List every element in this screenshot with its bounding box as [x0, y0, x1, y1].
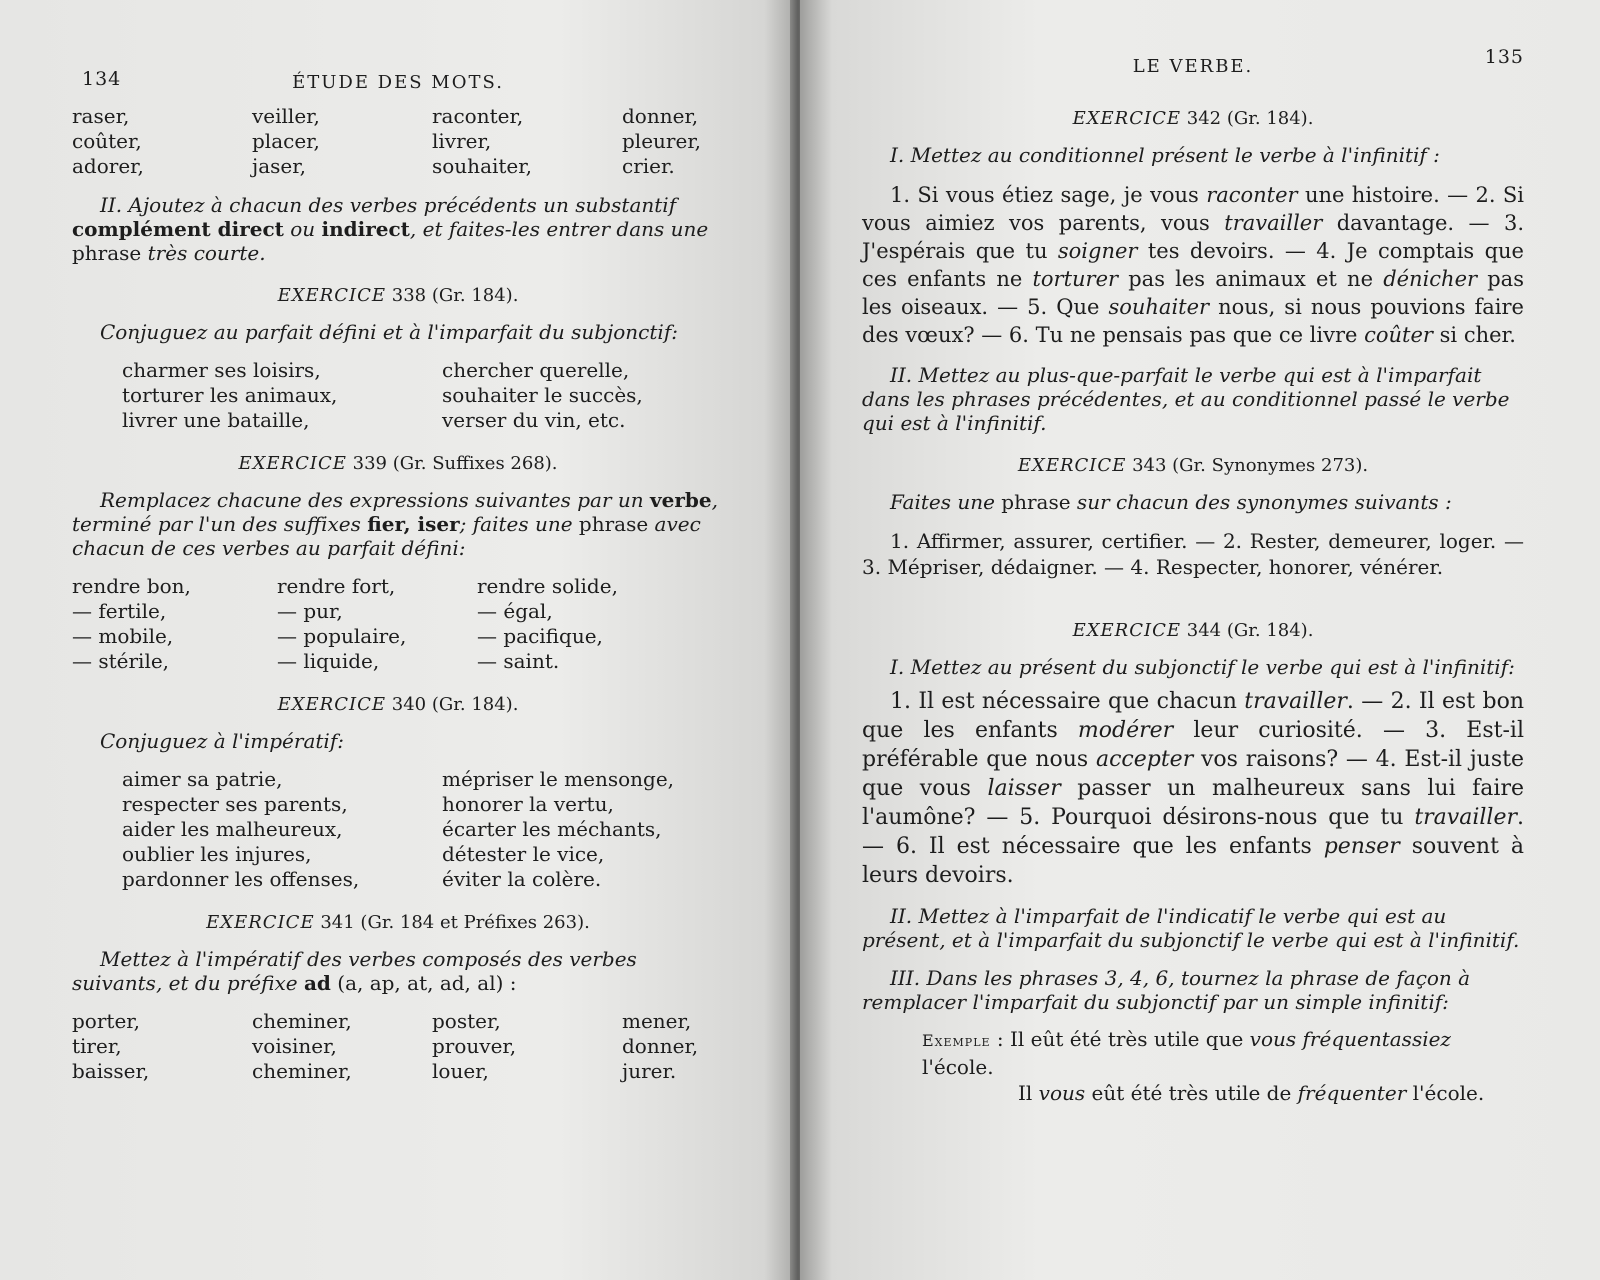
- list-item: livrer une bataille,: [122, 408, 310, 432]
- list-item: — égal,: [477, 599, 553, 623]
- list-item: coûter,: [72, 129, 142, 153]
- exercise-instruction: Faites une phrase sur chacun des synonymes suivants :: [890, 490, 1452, 514]
- list-item: — stérile,: [72, 649, 170, 673]
- exercise-heading-341: EXERCICE 341 (Gr. 184 et Préfixes 263).: [206, 912, 590, 933]
- running-title: ÉTUDE DES MOTS.: [292, 72, 504, 93]
- list-item: prouver,: [432, 1034, 517, 1058]
- list-item: — fertile,: [72, 599, 167, 623]
- list-item: cheminer,: [252, 1009, 352, 1033]
- list-item: rendre solide,: [477, 574, 618, 598]
- running-title: LE VERBE.: [1132, 56, 1254, 77]
- example-line: Exemple : Il eût été très utile que vous fréquentassiez l'école.: [922, 1027, 1451, 1079]
- list-item: jaser,: [252, 154, 306, 178]
- exercise-heading-339: EXERCICE 339 (Gr. Suffixes 268).: [238, 453, 558, 474]
- right-page-header: [862, 46, 1524, 88]
- list-item: torturer les animaux,: [122, 383, 338, 407]
- list-item: poster,: [432, 1009, 501, 1033]
- left-page: [0, 0, 796, 1280]
- list-item: placer,: [252, 129, 320, 153]
- exercise-instruction: I. Mettez au présent du subjonctif le verbe qui est à l'infinitif:: [890, 655, 1515, 679]
- exercise-list-338: [72, 358, 724, 433]
- example-line: Il vous eût été très utile de fréquenter l'école.: [1018, 1081, 1485, 1105]
- list-item: donner,: [622, 104, 699, 128]
- list-item: jurer.: [622, 1059, 677, 1083]
- exercise-list-340: [72, 767, 724, 892]
- list-item: pardonner les offenses,: [122, 867, 360, 891]
- list-item: écarter les méchants,: [442, 817, 662, 841]
- list-item: respecter ses parents,: [122, 792, 348, 816]
- instruction-ii: II. Ajoutez à chacun des verbes précédents un substantif complément direct ou indirect, et faites-les entrer dans une phrase très courte.: [72, 193, 709, 265]
- list-item: donner,: [622, 1034, 699, 1058]
- list-item: raconter,: [432, 104, 524, 128]
- exercise-text-343: 1. Affirmer, assurer, certifier. — 2. Rester, demeurer, loger. — 3. Mépriser, dédaigner. — 4. Respecter, honorer, vénérer.: [862, 529, 1524, 579]
- list-item: tirer,: [72, 1034, 122, 1058]
- exercise-heading-342: EXERCICE 342 (Gr. 184).: [1072, 108, 1314, 129]
- example-block: [862, 1026, 1524, 1106]
- list-item: porter,: [72, 1009, 140, 1033]
- list-item: cheminer,: [252, 1059, 352, 1083]
- list-item: rendre bon,: [72, 574, 191, 598]
- exercise-instruction: Remplacez chacune des expressions suivantes par un verbe, terminé par l'un des suffixes fier, iser; faites une phrase avec chacun de ces verbes au parfait défini:: [72, 488, 718, 560]
- list-item: oublier les injures,: [122, 842, 312, 866]
- exercise-sentences-344: 1. Il est nécessaire que chacun travailler. — 2. Il est bon que les enfants modérer leur curiosité. — 3. Est-il préférable que nous accepter vos raisons? — 4. Est-il juste que vous laisser passer un malheureux sans lui faire l'aumône? — 5. Pourquoi désirons-nous que tu travailler. — 6. Il est nécessaire que les enfants penser souvent à leurs devoirs.: [862, 689, 1524, 888]
- list-item: livrer,: [432, 129, 492, 153]
- exercise-heading-338: EXERCICE 338 (Gr. 184).: [277, 285, 519, 306]
- list-item: louer,: [432, 1059, 489, 1083]
- list-item: crier.: [622, 154, 675, 178]
- list-item: détester le vice,: [442, 842, 605, 866]
- left-page-header: [72, 62, 724, 104]
- list-item: souhaiter le succès,: [442, 383, 643, 407]
- list-item: honorer la vertu,: [442, 792, 614, 816]
- list-item: — mobile,: [72, 624, 174, 648]
- exercise-list-341: [72, 1009, 724, 1084]
- list-item: verser du vin, etc.: [442, 408, 626, 432]
- exercise-instruction: Conjuguez à l'impératif:: [100, 729, 344, 753]
- list-item: chercher querelle,: [442, 358, 630, 382]
- list-item: adorer,: [72, 154, 144, 178]
- list-item: mener,: [622, 1009, 692, 1033]
- exercise-heading-343: EXERCICE 343 (Gr. Synonymes 273).: [1017, 455, 1369, 476]
- exercise-sentences-342: 1. Si vous étiez sage, je vous raconter une histoire. — 2. Si vous aimiez vos parents, vous travailler davantage. — 3. J'espérais que tu soigner tes devoirs. — 4. Je comptais que ces enfants ne torturer pas les animaux et ne dénicher pas les oiseaux. — 5. Que souhaiter nous, si nous pouvions faire des vœux? — 6. Tu ne pensais pas que ce livre coûter si cher.: [862, 183, 1525, 347]
- example-label: Exemple: [922, 1031, 991, 1050]
- list-item: raser,: [72, 104, 130, 128]
- right-page: [800, 0, 1600, 1280]
- list-item: mépriser le mensonge,: [442, 767, 675, 791]
- exercise-heading-340: EXERCICE 340 (Gr. 184).: [277, 694, 519, 715]
- list-item: rendre fort,: [277, 574, 396, 598]
- exercise-instruction: II. Mettez à l'imparfait de l'indicatif le verbe qui est au présent, et à l'imparfait du subjonctif le verbe qui est à l'infinitif.: [862, 904, 1520, 952]
- exercise-instruction: III. Dans les phrases 3, 4, 6, tournez la phrase de façon à remplacer l'imparfait du subjonctif par un simple infinitif:: [862, 966, 1471, 1014]
- list-item: éviter la colère.: [442, 867, 602, 891]
- list-item: — liquide,: [277, 649, 380, 673]
- exercise-heading-344: EXERCICE 344 (Gr. 184).: [1072, 620, 1314, 641]
- exercise-list-339: [72, 574, 724, 674]
- list-item: charmer ses loisirs,: [122, 358, 321, 382]
- list-item: souhaiter,: [432, 154, 532, 178]
- list-item: — saint.: [477, 649, 560, 673]
- exercise-instruction: Conjuguez au parfait défini et à l'imparfait du subjonctif:: [100, 320, 678, 344]
- list-item: pleurer,: [622, 129, 702, 153]
- page-number: 134: [82, 68, 122, 90]
- exercise-instruction: II. Mettez au plus-que-parfait le verbe qui est à l'imparfait dans les phrases précédentes, et au conditionnel passé le verbe qui est à l'infinitif.: [862, 363, 1510, 435]
- list-item: — pur,: [277, 599, 343, 623]
- list-item: — pacifique,: [477, 624, 603, 648]
- list-item: veiller,: [252, 104, 320, 128]
- list-item: aider les malheureux,: [122, 817, 343, 841]
- exercise-instruction: I. Mettez au conditionnel présent le verbe à l'infinitif :: [890, 143, 1440, 167]
- list-item: — populaire,: [277, 624, 407, 648]
- list-item: aimer sa patrie,: [122, 767, 283, 791]
- list-item: voisiner,: [252, 1034, 337, 1058]
- list-item: baisser,: [72, 1059, 150, 1083]
- page-number: 135: [1484, 46, 1524, 68]
- exercise-instruction: Mettez à l'impératif des verbes composés des verbes suivants, et du préfixe ad (a, ap, at, ad, al) :: [72, 947, 637, 995]
- verb-list-top: [72, 104, 724, 179]
